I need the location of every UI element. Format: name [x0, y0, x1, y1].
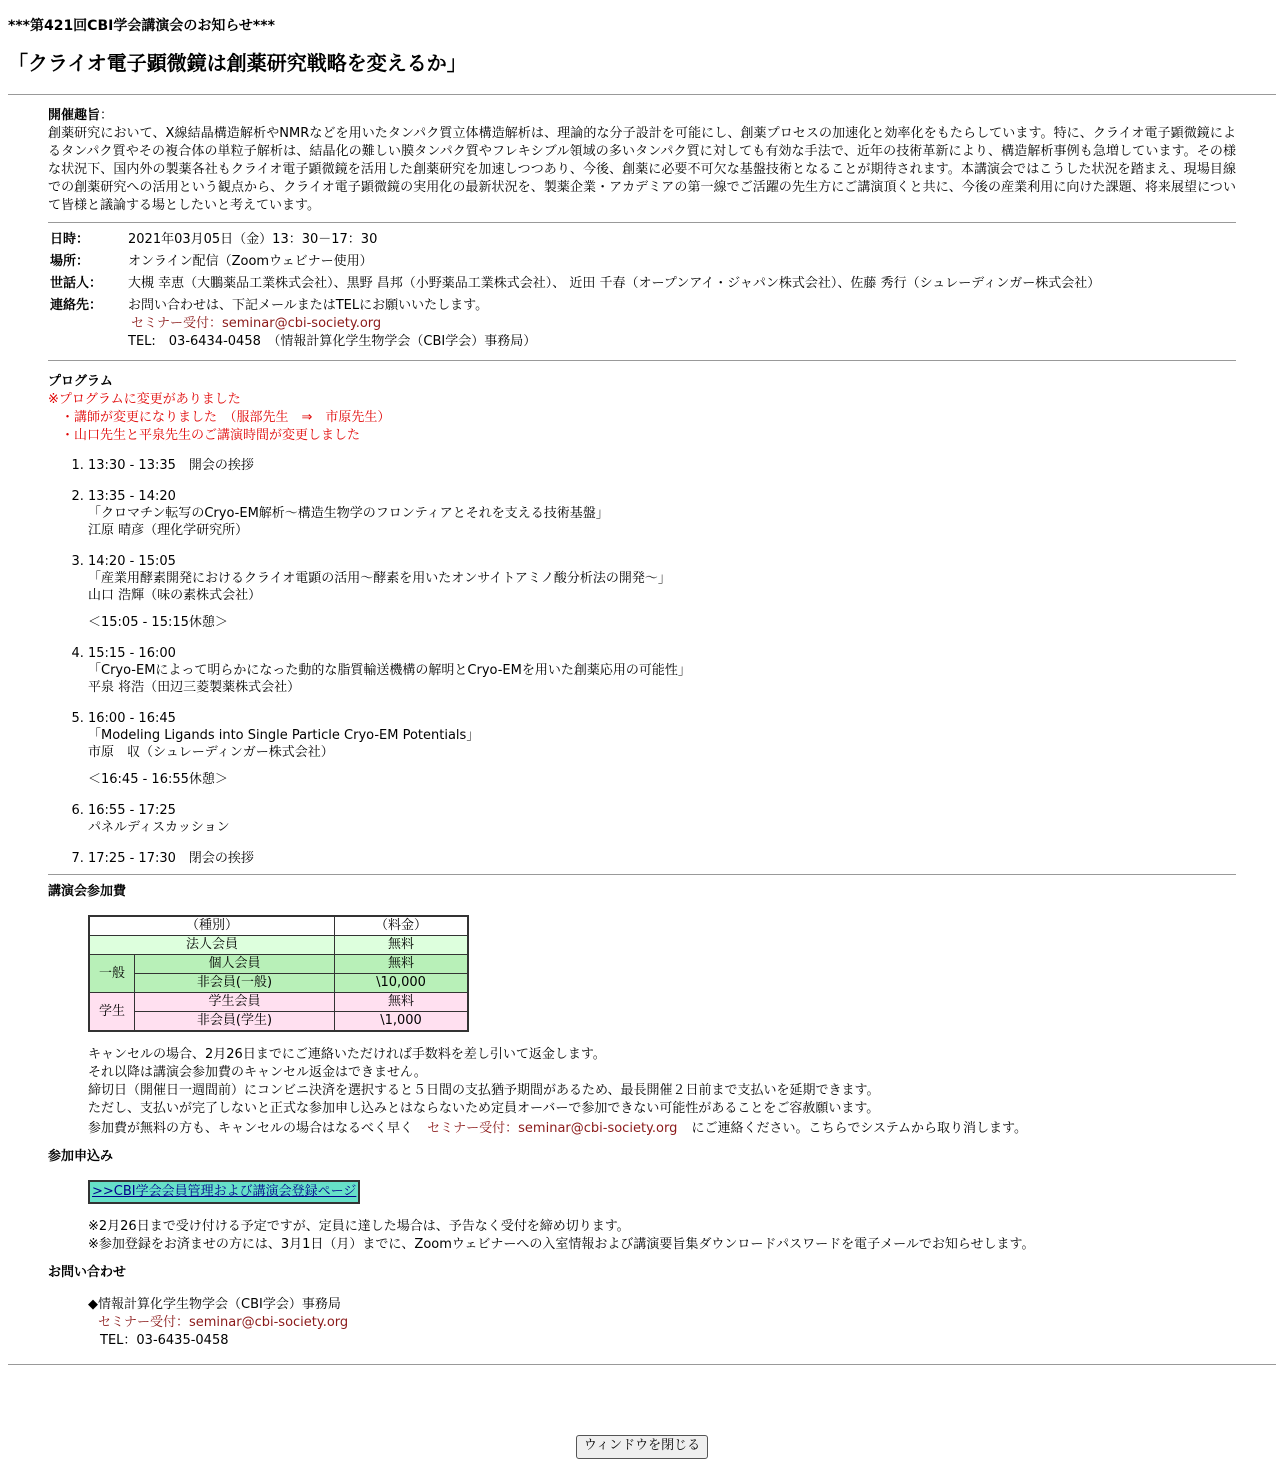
divider — [48, 874, 1236, 875]
event-info-table — [48, 229, 1102, 353]
fee-table — [88, 915, 469, 1032]
fee-price: 無料 — [335, 955, 469, 974]
inquiry-block — [88, 1296, 1236, 1350]
program-change-note: ・山口先生と平泉先生のご講演時間が変更しました — [48, 428, 361, 443]
program-item — [88, 488, 1236, 539]
program-break: ＜16:45 - 16:55休憩＞ — [88, 772, 228, 787]
divider — [48, 360, 1236, 361]
purpose-section — [48, 107, 1236, 215]
info-row-place — [48, 251, 1102, 273]
program-speaker: 山口 浩輝（味の素株式会社） — [88, 588, 262, 603]
free-note-mail-link[interactable]: セミナー受付：seminar@cbi-society.org — [427, 1121, 678, 1136]
program-time: 5. 16:00 - 16:45 — [88, 711, 176, 726]
contact-mail-link[interactable]: セミナー受付：seminar@cbi-society.org — [131, 316, 382, 331]
fee-group-student: 学生 — [89, 993, 135, 1032]
program-item — [88, 802, 1236, 836]
free-note-text: にご連絡ください。こちらでシステムから取り消します。 — [691, 1121, 1028, 1136]
registration-notes — [88, 1218, 1236, 1254]
program-time: 7. 17:25 - 17:30 閉会の挨拶 — [88, 851, 254, 866]
fee-note: それ以降は講演会参加費のキャンセル返金はできません。 — [88, 1065, 427, 1080]
contact-tel: TEL: 03-6434-0458 （情報計算化学生物学会（CBI学会）事務局） — [128, 334, 537, 349]
program-speaker: 市原 収（シュレーディンガー株式会社） — [88, 745, 334, 760]
fee-row — [89, 955, 468, 974]
organizer-label: 世話人： — [50, 276, 103, 291]
fee-heading: 講演会参加費 — [48, 884, 127, 899]
fee-row — [89, 1012, 468, 1032]
fee-col-type: （種別） — [89, 916, 335, 936]
organizer-value: 大槻 幸恵（大鵬薬品工業株式会社）、黒野 昌邦（小野薬品工業株式会社）、 近田 千春（オープンアイ・ジャパン株式会社）、佐藤 秀行（シュレーディンガー株式会社） — [128, 276, 1101, 291]
fee-type: 個人会員 — [135, 955, 335, 974]
fee-type: 法人会員 — [89, 936, 335, 955]
info-row-organizers — [48, 273, 1102, 295]
program-speaker: 江原 晴彦（理化学研究所） — [88, 523, 249, 538]
fee-price: 無料 — [335, 993, 469, 1012]
contact-value — [126, 295, 1102, 353]
program-speaker: 平泉 将浩（田辺三菱製薬株式会社） — [88, 680, 301, 695]
program-time: 4. 15:15 - 16:00 — [88, 646, 176, 661]
fee-row — [89, 936, 468, 955]
fee-col-price: （料金） — [335, 916, 469, 936]
program-title: 「産業用酵素開発におけるクライオ電顕の活用～酵素を用いたオンサイトアミノ酸分析法の開発～」 — [88, 571, 671, 586]
contact-label: 連絡先： — [50, 298, 103, 313]
program-change-note: ※プログラムに変更がありました — [48, 392, 241, 407]
place-label: 場所： — [50, 254, 90, 269]
program-title: 「Modeling Ligands into Single Particle Cryo-EM Potentials」 — [88, 728, 480, 743]
date-label: 日時： — [50, 232, 90, 247]
info-row-date — [48, 229, 1102, 251]
fee-note: キャンセルの場合、2月26日までにご連絡いただければ手数料を差し引いて返金します。 — [88, 1047, 606, 1062]
inquiry-mail-link[interactable]: セミナー受付：seminar@cbi-society.org — [98, 1315, 349, 1330]
fee-type: 非会員(一般) — [135, 974, 335, 993]
inquiry-heading: お問い合わせ — [48, 1265, 127, 1280]
close-window-button[interactable]: ウィンドウを閉じる — [576, 1435, 708, 1459]
program-item — [88, 850, 1236, 867]
free-cancel-note — [88, 1120, 1236, 1138]
inquiry-tel: TEL：03-6435-0458 — [100, 1333, 229, 1348]
main-content — [48, 107, 1236, 1350]
program-title: 「Cryo-EMによって明らかになった動的な脂質輸送機構の解明とCryo-EMを用いた創薬応用の可能性」 — [88, 663, 691, 678]
registration-note: ※参加登録をお済ませの方には、3月1日（月）までに、Zoomウェビナーへの入室情報および講演要旨集ダウンロードパスワードを電子メールでお知らせします。 — [88, 1237, 1035, 1252]
program-title: 「クロマチン転写のCryo-EM解析～構造生物学のフロンティアとそれを支える技術基盤」 — [88, 506, 609, 521]
date-value: 2021年03月05日（金）13：30－17：30 — [128, 232, 378, 247]
fee-row — [89, 974, 468, 993]
contact-line: お問い合わせは、下記メールまたはTELにお願いいたします。 — [128, 298, 489, 313]
program-time: 1. 13:30 - 13:35 開会の挨拶 — [88, 458, 254, 473]
fee-type: 学生会員 — [135, 993, 335, 1012]
registration-note: ※2月26日まで受け付ける予定ですが、定員に達した場合は、予告なく受付を締め切ります。 — [88, 1219, 630, 1234]
program-break: ＜15:05 - 15:15休憩＞ — [88, 615, 228, 630]
program-item — [88, 553, 1236, 631]
program-time: 3. 14:20 - 15:05 — [88, 554, 176, 569]
fee-price: 無料 — [335, 936, 469, 955]
program-item — [88, 457, 1236, 474]
place-value: オンライン配信（Zoomウェビナー使用） — [128, 254, 373, 269]
divider — [48, 222, 1236, 223]
purpose-heading: 開催趣旨 — [48, 108, 101, 123]
fee-header-row — [89, 916, 468, 936]
fee-note: 締切日（開催日一週間前）にコンビニ決済を選択すると５日間の支払猶予期間があるため、最長開催２日前まで支払いを延期できます。 — [88, 1083, 880, 1098]
divider — [8, 1364, 1276, 1365]
fee-note: ただし、支払いが完了しないと正式な参加申し込みとはならないため定員オーバーで参加できない可能性があることをご容赦願います。 — [88, 1101, 880, 1116]
purpose-body: 創薬研究において、X線結晶構造解析やNMRなどを用いたタンパク質立体構造解析は、理論的な分子設計を可能にし、創薬プロセスの加速化と効率化をもたらしています。特に、クライオ電子顕微鏡によるタンパク質やその複合体の単粒子解析は、結晶化の難しい膜タンパク質やフレキシブル領域の多いタンパク質に対しても有効な手法で、近年の技術革新により、構造解析事例も急増しています。その様な状況下、国内外の製薬各社もクライオ電子顕微鏡を活用した創薬研究を加速しつつあり、今後、創薬に必要不可欠な基盤技術となることが期待されます。本講演会ではこうした状況を踏まえ、現場目線での創薬研究への活用という観点から、クライオ電子顕微鏡の実用化の最新状況を、製薬企業・アカデミアの第一線でご活躍の先生方にご講演頂くと共に、今後の産業利用に向けた課題、将来展望について皆様と議論する場としたいと考えています。 — [48, 126, 1236, 213]
fee-price: \1,000 — [335, 1012, 469, 1032]
program-title: パネルディスカッション — [88, 820, 230, 835]
info-row-contact — [48, 295, 1102, 353]
program-time: 6. 16:55 - 17:25 — [88, 803, 176, 818]
program-item — [88, 710, 1236, 788]
purpose-colon: ： — [100, 108, 114, 123]
divider — [8, 94, 1276, 95]
program-item — [88, 645, 1236, 696]
program-time: 2. 13:35 - 14:20 — [88, 489, 176, 504]
program-change-note: ・講師が変更になりました （服部先生 ⇒ 市原先生） — [48, 410, 391, 425]
program-heading: プログラム — [48, 374, 113, 389]
free-note-text: 参加費が無料の方も、キャンセルの場合はなるべく早く — [88, 1121, 414, 1136]
fee-notes — [88, 1046, 1236, 1138]
fee-type: 非会員(学生) — [135, 1012, 335, 1032]
page-title: 「クライオ電子顕微鏡は創薬研究戦略を変えるか」 — [8, 51, 467, 75]
fee-row — [89, 993, 468, 1012]
program-list — [48, 457, 1236, 867]
fee-price: \10,000 — [335, 974, 469, 993]
event-notice: ***第421回CBI学会講演会のお知らせ*** — [8, 18, 275, 34]
fee-group-general: 一般 — [89, 955, 135, 993]
registration-page-button[interactable]: >>CBI学会会員管理および講演会登録ページ — [88, 1180, 360, 1204]
registration-heading: 参加申込み — [48, 1149, 114, 1164]
inquiry-org: ◆情報計算化学生物学会（CBI学会）事務局 — [88, 1297, 341, 1312]
